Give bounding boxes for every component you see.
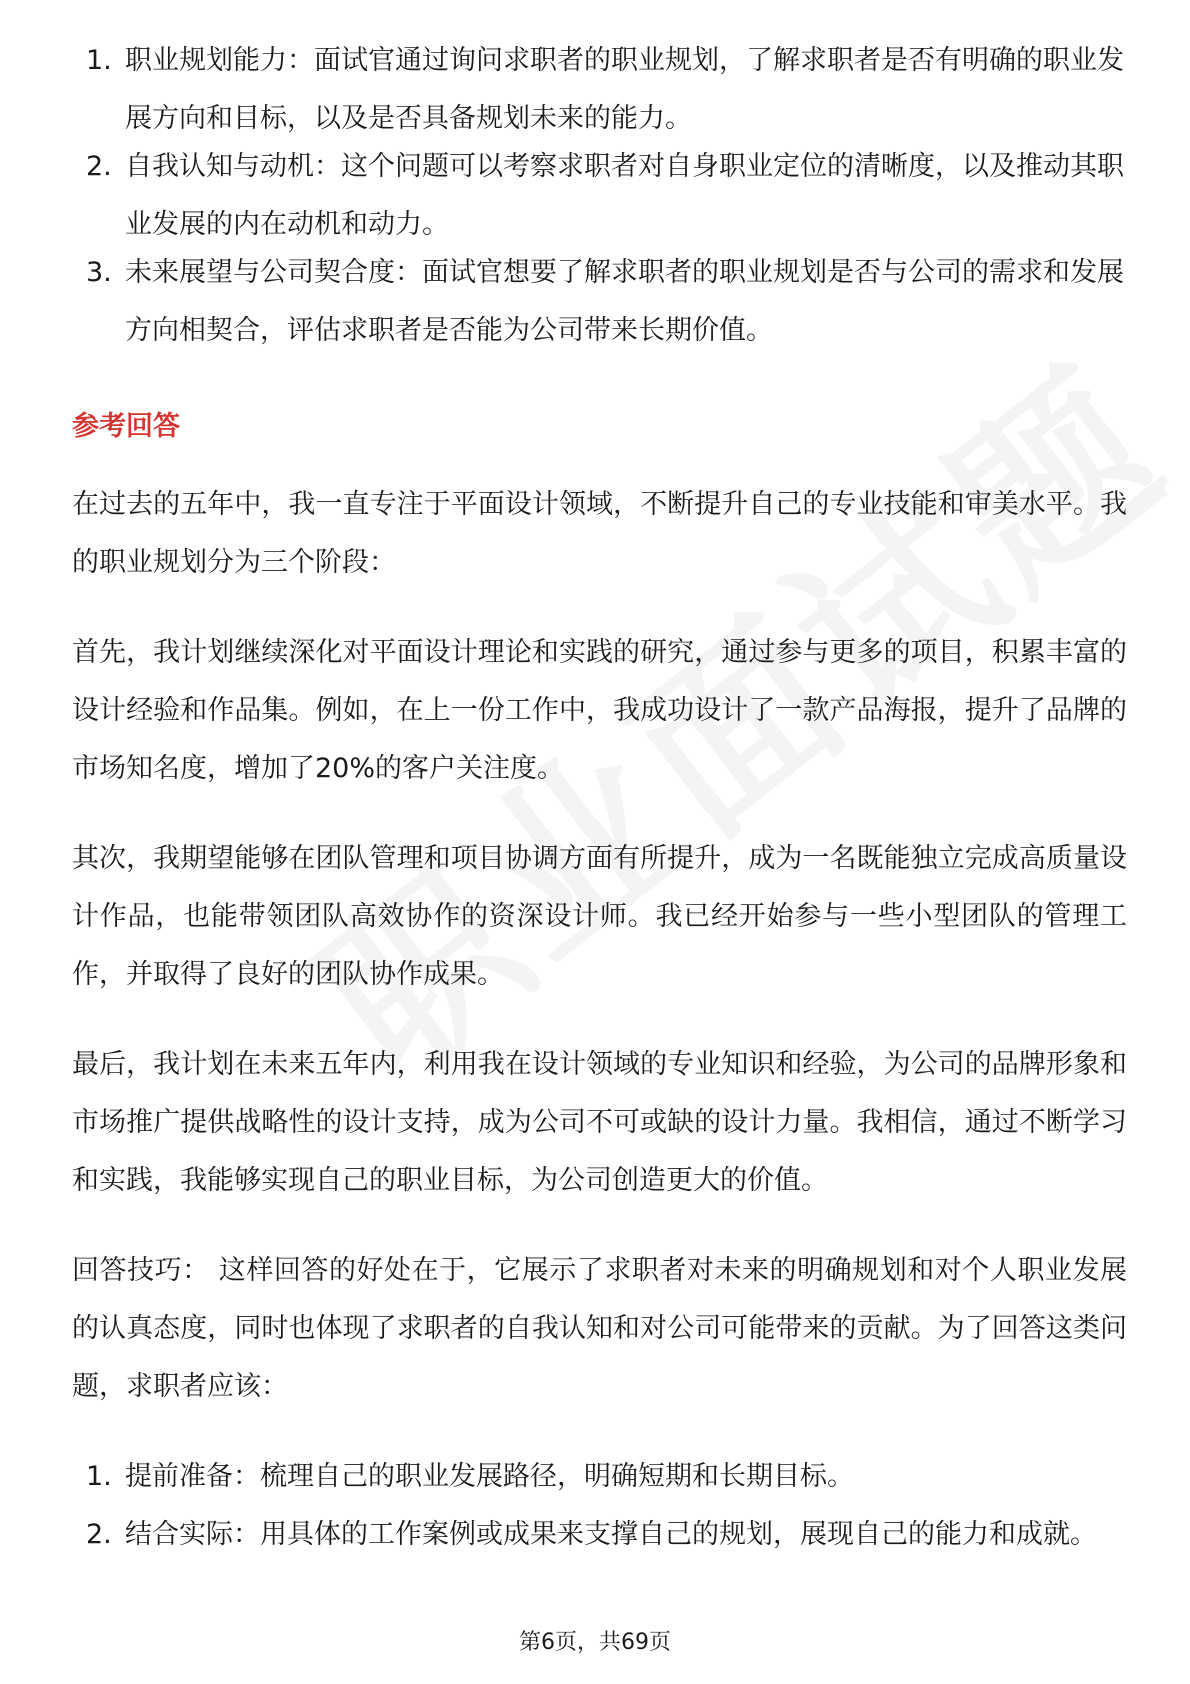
list-text: 自我认知与动机：这个问题可以考察求职者对自身职业定位的清晰度，以及推动其职业发展的内在动机和动力。 <box>125 151 1124 240</box>
paragraph: 其次，我期望能够在团队管理和项目协调方面有所提升，成为一名既能独立完成高质量设计作品，也能带领团队高效协作的资深设计师。我已经开始参与一些小型团队的管理工作，并取得了良好的团队协作成果。 <box>72 843 1127 990</box>
list-number: 2. <box>86 151 112 182</box>
section-heading: 参考回答 <box>72 411 180 442</box>
list-number: 2. <box>86 1519 112 1550</box>
list-number: 1. <box>86 45 112 76</box>
list-number: 1. <box>86 1461 112 1492</box>
list-text: 未来展望与公司契合度：面试官想要了解求职者的职业规划是否与公司的需求和发展方向相契合，评估求职者是否能为公司带来长期价值。 <box>125 257 1124 346</box>
page-number: 第6页，共69页 <box>519 1630 671 1655</box>
paragraph: 最后，我计划在未来五年内，利用我在设计领域的专业知识和经验，为公司的品牌形象和市场推广提供战略性的设计支持，成为公司不可或缺的设计力量。我相信，通过不断学习和实践，我能够实现自己的职业目标，为公司创造更大的价值。 <box>72 1049 1127 1196</box>
list-text: 结合实际：用具体的工作案例或成果来支撑自己的规划，展现自己的能力和成就。 <box>125 1519 1097 1550</box>
list-text: 提前准备：梳理自己的职业发展路径，明确短期和长期目标。 <box>125 1461 854 1492</box>
paragraph: 首先，我计划继续深化对平面设计理论和实践的研究，通过参与更多的项目，积累丰富的设计经验和作品集。例如，在上一份工作中，我成功设计了一款产品海报，提升了品牌的市场知名度，增加了20%的客户关注度。 <box>72 637 1127 784</box>
paragraph: 在过去的五年中，我一直专注于平面设计领域，不断提升自己的专业技能和审美水平。我的职业规划分为三个阶段： <box>72 489 1127 578</box>
paragraph: 回答技巧： 这样回答的好处在于，它展示了求职者对未来的明确规划和对个人职业发展的认真态度，同时也体现了求职者的自我认知和对公司可能带来的贡献。为了回答这类问题，求职者应该： <box>72 1255 1127 1402</box>
list-text: 职业规划能力：面试官通过询问求职者的职业规划，了解求职者是否有明确的职业发展方向和目标，以及是否具备规划未来的能力。 <box>125 45 1124 134</box>
list-number: 3. <box>86 257 112 288</box>
